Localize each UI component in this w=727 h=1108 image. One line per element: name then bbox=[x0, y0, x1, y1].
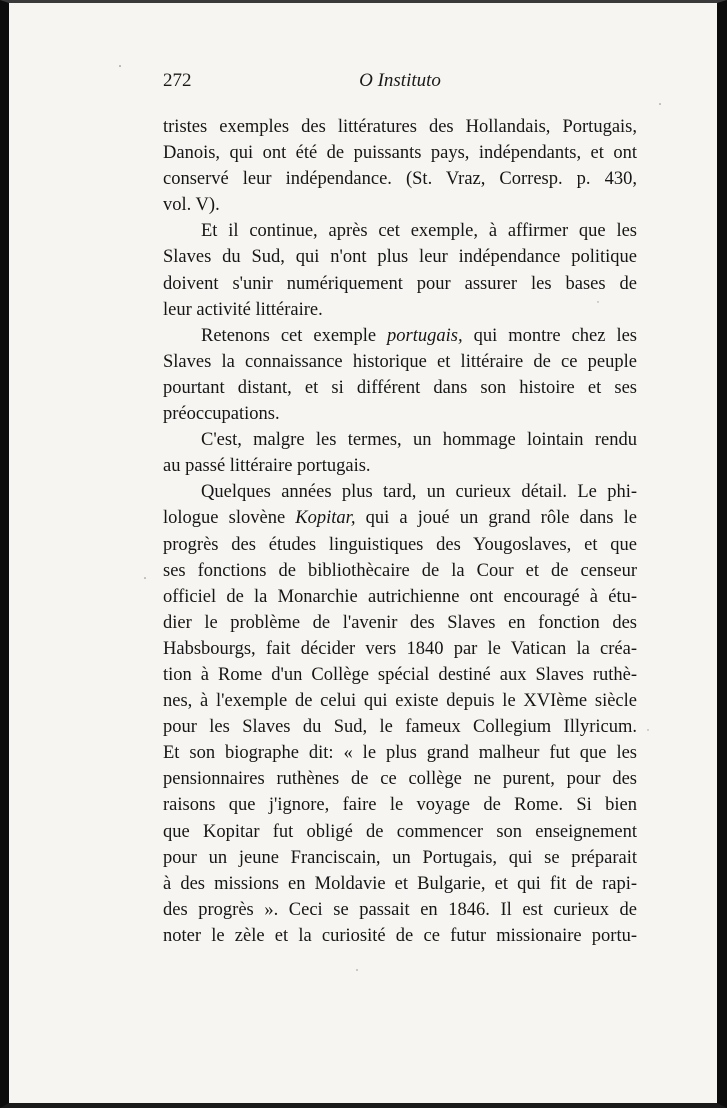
body-text bbox=[163, 114, 637, 949]
text-line: au passé littéraire portugais. bbox=[163, 456, 371, 477]
text-line bbox=[163, 323, 637, 349]
text-line bbox=[163, 505, 637, 531]
text-line: Slaves la connaissance historique et littéraire de ce peuple bbox=[163, 351, 637, 372]
text-line: vol. V). bbox=[163, 195, 220, 216]
text-line: Et il continue, après cet exemple, à affirmer que les bbox=[201, 221, 637, 242]
text-line: pour les Slaves du Sud, le fameux Collegium Illyricum. bbox=[163, 717, 637, 738]
text-line: que Kopitar fut obligé de commencer son enseignement bbox=[163, 821, 637, 842]
text-line: ses fonctions de bibliothècaire de la Cour et de censeur bbox=[163, 560, 637, 581]
text-line: Et son biographe dit: « le plus grand malheur fut que les bbox=[163, 743, 637, 764]
italic-run: Kopitar, bbox=[295, 508, 356, 529]
text-line: des progrès ». Ceci se passait en 1846. Il est curieux de bbox=[163, 899, 637, 920]
running-title: O Instituto bbox=[359, 70, 441, 91]
text-line: tion à Rome d'un Collège spécial destiné aux Slaves ruthè- bbox=[163, 664, 637, 685]
text-run: Retenons cet exemple bbox=[201, 325, 388, 346]
text-line: pensionnaires ruthènes de ce collège ne purent, pour des bbox=[163, 769, 637, 790]
text-line: pour un jeune Franciscain, un Portugais, qui se préparait bbox=[163, 847, 637, 868]
page-number: 272 bbox=[163, 70, 192, 91]
text-line: Danois, qui ont été de puissants pays, indépendants, et ont bbox=[163, 143, 637, 164]
text-line: à des missions en Moldavie et Bulgarie, et qui fit de rapi- bbox=[163, 873, 637, 894]
text-run: lologue slovène bbox=[163, 508, 296, 529]
page-header bbox=[163, 70, 637, 98]
text-line: raisons que j'ignore, faire le voyage de Rome. Si bien bbox=[163, 795, 637, 816]
text-line: nes, à l'exemple de celui qui existe depuis le XVIème siècle bbox=[163, 691, 637, 712]
text-line: Habsbourgs, fait décider vers 1840 par le Vatican la créa- bbox=[163, 638, 637, 659]
text-line: noter le zèle et la curiosité de ce futur missionaire portu- bbox=[163, 925, 637, 946]
text-line: dier le problème de l'avenir des Slaves en fonction des bbox=[163, 612, 637, 633]
text-line: pourtant distant, et si différent dans son histoire et ses bbox=[163, 377, 637, 398]
text-line: doivent s'unir numériquement pour assurer les bases de bbox=[163, 273, 637, 294]
italic-run: portugais, bbox=[387, 325, 463, 346]
text-line: Quelques années plus tard, un curieux détail. Le phi- bbox=[201, 482, 637, 503]
text-line: progrès des études linguistiques des Yougoslaves, et que bbox=[163, 534, 637, 555]
text-run: qui montre chez les bbox=[462, 325, 637, 346]
text-line: leur activité littéraire. bbox=[163, 299, 323, 320]
text-line: officiel de la Monarchie autrichienne ont encouragé à étu- bbox=[163, 586, 637, 607]
text-line: conservé leur indépendance. (St. Vraz, Corresp. p. 430, bbox=[163, 169, 637, 190]
text-line: C'est, malgre les termes, un hommage lointain rendu bbox=[201, 430, 637, 451]
text-line: tristes exemples des littératures des Hollandais, Portugais, bbox=[163, 117, 637, 137]
text-line: Slaves du Sud, qui n'ont plus leur indépendance politique bbox=[163, 247, 637, 268]
text-run: qui a joué un grand rôle dans le bbox=[355, 508, 637, 529]
text-line: préoccupations. bbox=[163, 404, 280, 425]
